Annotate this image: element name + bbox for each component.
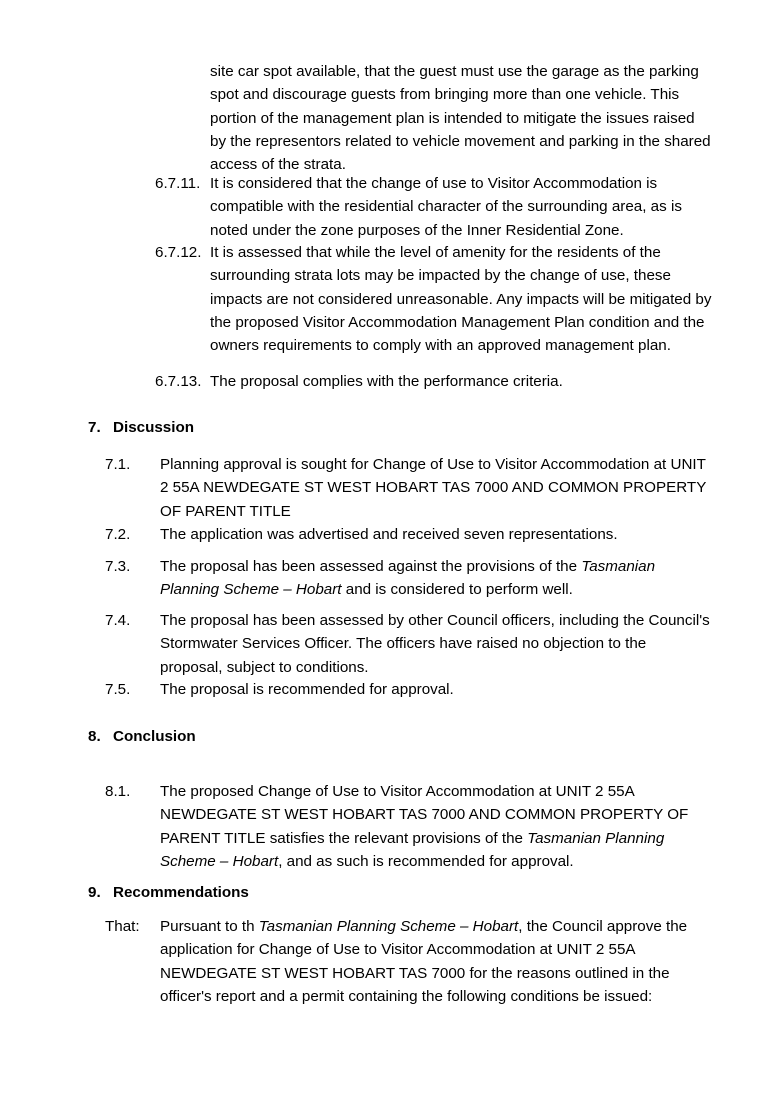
clause-text: The application was advertised and received seven representations. (160, 526, 618, 543)
section-number: 8. (88, 728, 101, 745)
clause-text-tail: and is considered to perform well. (341, 581, 573, 599)
section-heading-recommendations (88, 883, 249, 903)
recommendation-clause (105, 915, 712, 1008)
clause-label: 7.1. (105, 456, 131, 473)
clause-7-1 (105, 453, 712, 523)
recommendation-text-tail: , the Council approve the application for Change of Use to Visitor Accommodation at UNIT 2 55A NEWDEGATE ST WEST HOBART TAS 7000 for the reasons outlined in the officer's report and a permit containing the following conditions be issued: (160, 918, 688, 1005)
clause-label: 6.7.13. (155, 373, 202, 390)
scheme-name-italic: Tasmanian Planning Scheme – Hobart (160, 558, 656, 599)
recommendation-text-lead: Pursuant to th (160, 918, 259, 935)
clause-text: It is assessed that while the level of amenity for the residents of the surrounding strata lots may be impacted by the change of use, these impacts are not considered unreasonable. Any impacts will be mitigated by the proposed Visitor Accommodation Management Plan condition and the owners requirements to comply with an approved management plan. (210, 244, 712, 355)
section-heading-conclusion (88, 727, 196, 747)
clause-label: 7.2. (105, 526, 131, 543)
section-heading-discussion (88, 418, 194, 438)
section-title: Discussion (113, 419, 195, 436)
clause-label: 7.3. (105, 558, 131, 575)
clause-label: 6.7.12. (155, 244, 202, 261)
section-number: 9. (88, 884, 101, 901)
recommendation-text (160, 915, 712, 1008)
clause-label: 8.1. (105, 783, 131, 800)
scheme-name-italic: Tasmanian Planning Scheme – Hobart (160, 829, 665, 870)
continuation-paragraph: site car spot available, that the guest must use the garage as the parking spot and discourage guests from bringing more than one vehicle. This portion of the management plan is intended to mitigate the issues raised by the representors related to vehicle movement and parking in the shared access of the strata. (210, 63, 711, 174)
clause-text: The proposal is recommended for approval. (160, 681, 454, 698)
clause-7-5 (105, 678, 712, 701)
recommendation-label: That: (105, 918, 140, 935)
section-title: Recommendations (113, 884, 249, 901)
clause-text-tail: , and as such is recommended for approval. (278, 852, 574, 870)
scheme-name-italic: Tasmanian Planning Scheme – Hobart (258, 918, 519, 935)
clause-7-3 (105, 555, 712, 602)
clause-text-lead: The proposed Change of Use to Visitor Accommodation at UNIT 2 55A NEWDEGATE ST WEST HOBART TAS 7000 AND COMMON PROPERTY OF PARENT TITLE satisfies the relevant provisions of the (160, 783, 689, 847)
clause-text: The proposal has been assessed by other Council officers, including the Council's Stormwater Services Officer. The officers have raised no objection to the proposal, subject to conditions. (160, 612, 710, 676)
clause-label: 7.4. (105, 612, 131, 629)
section-title: Conclusion (113, 728, 196, 745)
clause-label: 7.5. (105, 681, 131, 698)
clause-label: 6.7.11. (155, 175, 201, 192)
clause-text: Planning approval is sought for Change of Use to Visitor Accommodation at UNIT 2 55A NEWDEGATE ST WEST HOBART TAS 7000 AND COMMON PROPERTY OF PARENT TITLE (160, 456, 707, 520)
clause-6-7-11 (155, 172, 712, 242)
clause-text-lead: The proposal has been assessed against the provisions of the (160, 558, 582, 575)
clause-7-2 (105, 523, 712, 546)
clause-text: It is considered that the change of use to Visitor Accommodation is compatible with the residential character of the surrounding area, as is noted under the zone purposes of the Inner Residential Zone. (210, 175, 682, 239)
clause-text (160, 780, 712, 873)
clause-text (160, 555, 712, 602)
clause-8-1 (105, 780, 712, 873)
clause-6-7-13 (155, 370, 712, 393)
section-number: 7. (88, 419, 101, 436)
clause-7-4 (105, 609, 712, 679)
clause-text: The proposal complies with the performance criteria. (210, 373, 563, 390)
clause-6-7-12 (155, 241, 712, 357)
